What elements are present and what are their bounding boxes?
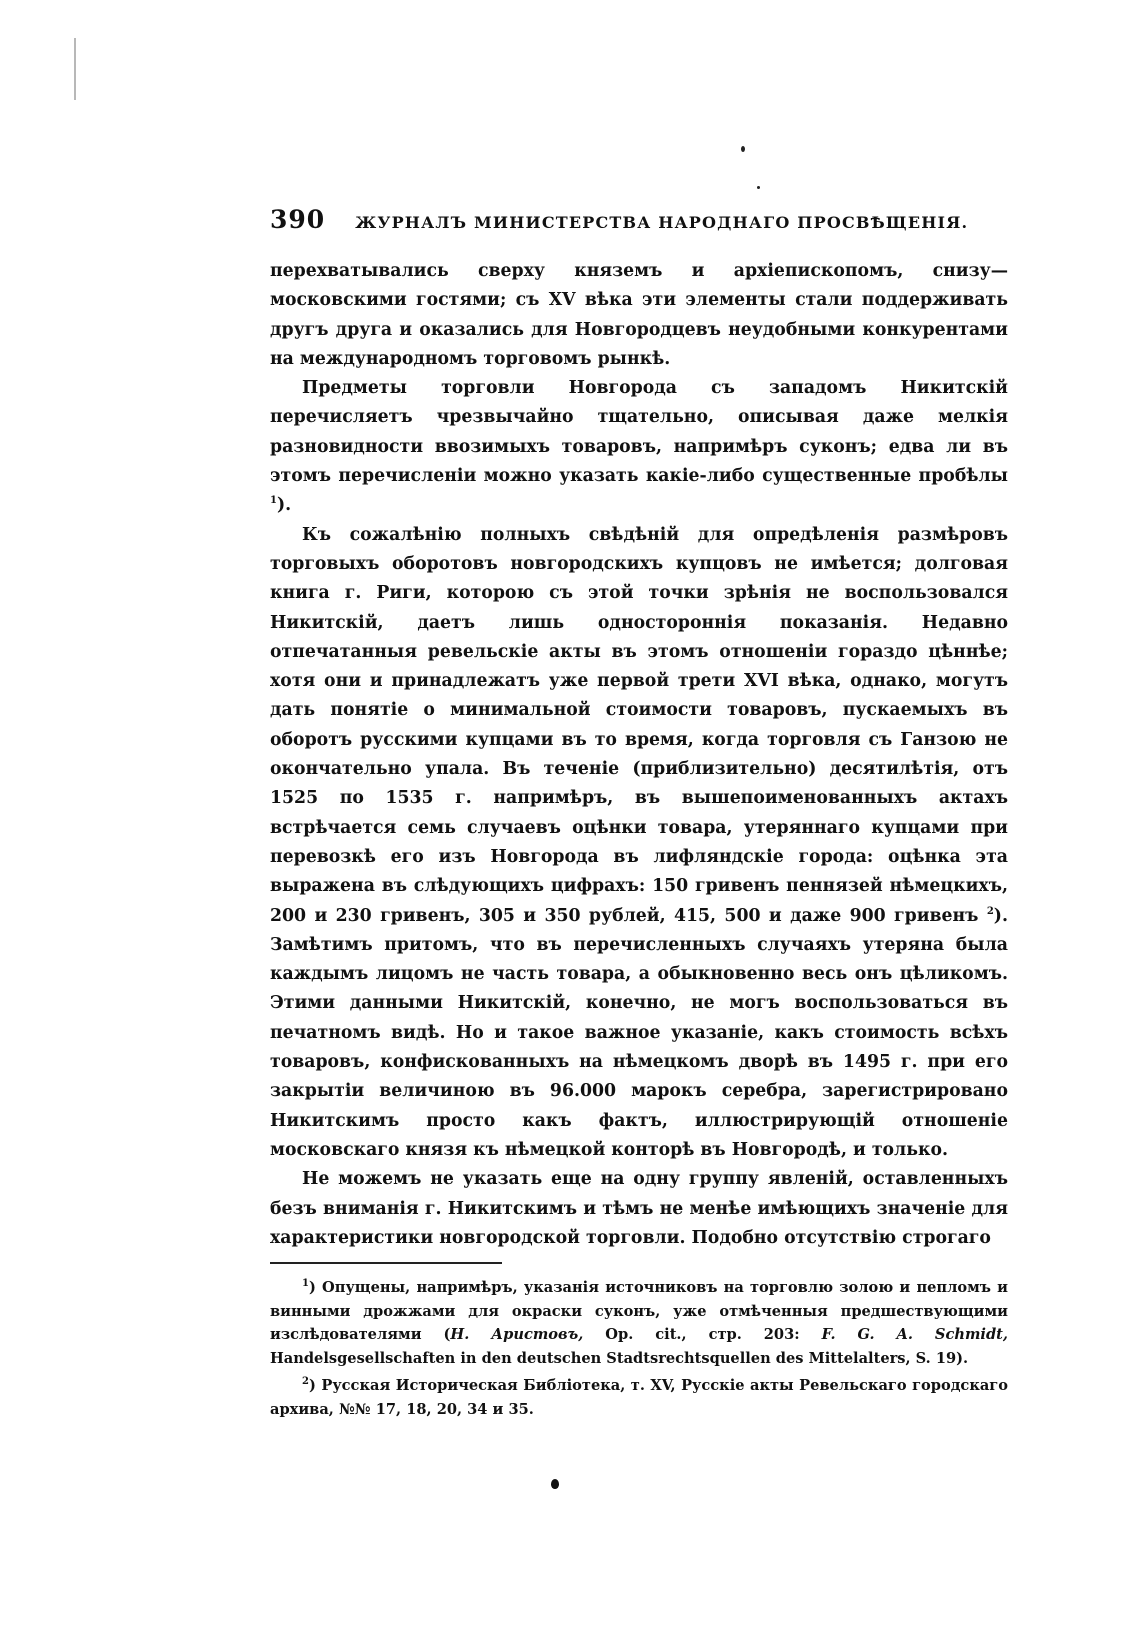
- footnote-ref-1: 1: [270, 495, 277, 507]
- footnote-1-mark: 1: [302, 1278, 309, 1290]
- ink-speck: [741, 146, 745, 152]
- footnote-1-text-b: Op. cit., стр. 203:: [583, 1326, 822, 1343]
- margin-rule: [74, 38, 76, 100]
- ink-speck: [757, 186, 760, 189]
- footnote-1: [270, 1276, 1008, 1370]
- footnote-1-text-a: ) Опущены, напримѣръ, указанія источниковъ на торговлю золою и пепломъ и винными дрожжами для окраски суконъ, уже отмѣченныя предшествующими изслѣдователями (: [270, 1279, 1008, 1343]
- paragraph-4: Не можемъ не указать еще на одну группу явленій, оставленныхъ безъ вниманія г. Никитскимъ и тѣмъ не менѣе имѣющихъ значеніе для характеристики новгородской торговли. Подобно отсутствію строгаго: [270, 1169, 1008, 1248]
- running-head: [270, 205, 1008, 234]
- footnote-ref-2: 2: [986, 905, 994, 917]
- footnote-1-author-2: F. G. A. Schmidt,: [821, 1326, 1008, 1343]
- journal-title: ЖУРНАЛЪ МИНИСТЕРСТВА НАРОДНАГО ПРОСВѢЩЕНІЯ.: [355, 213, 969, 232]
- paragraph-3-text-b: ). Замѣтимъ притомъ, что въ перечисленныхъ случаяхъ утеряна была каждымъ лицомъ не часть товара, а обыкновенно весь онъ цѣликомъ. Этими данными Никитскій, конечно, не могъ воспользоваться въ печатномъ видѣ. Но и такое важное указаніе, какъ стоимость всѣхъ товаровъ, конфискованныхъ на нѣмецкомъ дворѣ въ 1495 г. при его закрытіи величиною въ 96.000 марокъ серебра, зарегистрировано Никитскимъ просто какъ фактъ, иллюстрирующій отношеніе московскаго князя къ нѣмецкой конторѣ въ Новгородѣ, и только.: [270, 905, 1008, 1160]
- footnote-rule: [270, 1262, 502, 1264]
- ink-blot: [551, 1479, 559, 1489]
- footnote-1-text-c: Handelsgesellschaften in den deutschen Stadtsrechtsquellen des Mittelalters, S. 19).: [270, 1349, 969, 1367]
- body-text: [270, 257, 1008, 1253]
- paragraph-2-end: ).: [276, 495, 292, 516]
- footnote-2: [270, 1374, 1008, 1421]
- paragraph-3: [270, 521, 1008, 1166]
- footnotes: [270, 1276, 1008, 1425]
- footnote-1-author-1: Н. Аристовъ,: [450, 1326, 584, 1343]
- paragraph-1: перехватывались сверху княземъ и архіепископомъ, снизу—московскими гостями; съ XV вѣка эти элементы стали поддерживать другъ друга и оказались для Новгородцевъ неудобными конкурентами на международномъ торговомъ рынкѣ.: [270, 261, 1008, 369]
- paragraph-3-text-a: Къ сожалѣнію полныхъ свѣдѣній для опредѣленія размѣровъ торговыхъ оборотовъ новгородскихъ купцовъ не имѣется; долговая книга г. Риги, которою съ этой точки зрѣнія не воспользовался Никитскій, даетъ лишь одностороннія показанія. Недавно отпечатанныя ревельскіе акты въ этомъ отношеніи гораздо цѣннѣе; хотя они и принадлежатъ уже первой трети XVI вѣка, однако, могутъ дать понятіе о минимальной стоимости товаровъ, пускаемыхъ въ оборотъ русскими купцами въ то время, когда торговля съ Ганзою не окончательно упала. Въ теченіе (приблизительно) десятилѣтія, отъ 1525 по 1535 г. напримѣръ, въ вышепоименованныхъ актахъ встрѣчается семь случаевъ оцѣнки товара, утеряннаго купцами при перевозкѣ его изъ Новгорода въ лифляндскіе города: оцѣнка эта выражена въ слѣдующихъ цифрахъ: 150 гривенъ пеннязей нѣмецкихъ, 200 и 230 гривенъ, 305 и 350 рублей, 415, 500 и даже 900 гривенъ: [270, 524, 1008, 926]
- paragraph-2-text: Предметы торговли Новгорода съ западомъ Никитскій перечисляетъ чрезвычайно тщательно, описывая даже мелкія разновидности ввозимыхъ товаровъ, напримѣръ суконъ; едва ли въ этомъ перечисленіи можно указать какіе-либо существенные пробѣлы: [270, 378, 1008, 487]
- footnote-2-mark: 2: [302, 1376, 309, 1388]
- page-number: 390: [270, 205, 326, 234]
- footnote-2-text: ) Русская Историческая Библіотека, т. XV, Русскіе акты Ревельскаго городскаго архива, №№ 17, 18, 20, 34 и 35.: [270, 1377, 1008, 1418]
- paragraph-2: [270, 374, 1008, 520]
